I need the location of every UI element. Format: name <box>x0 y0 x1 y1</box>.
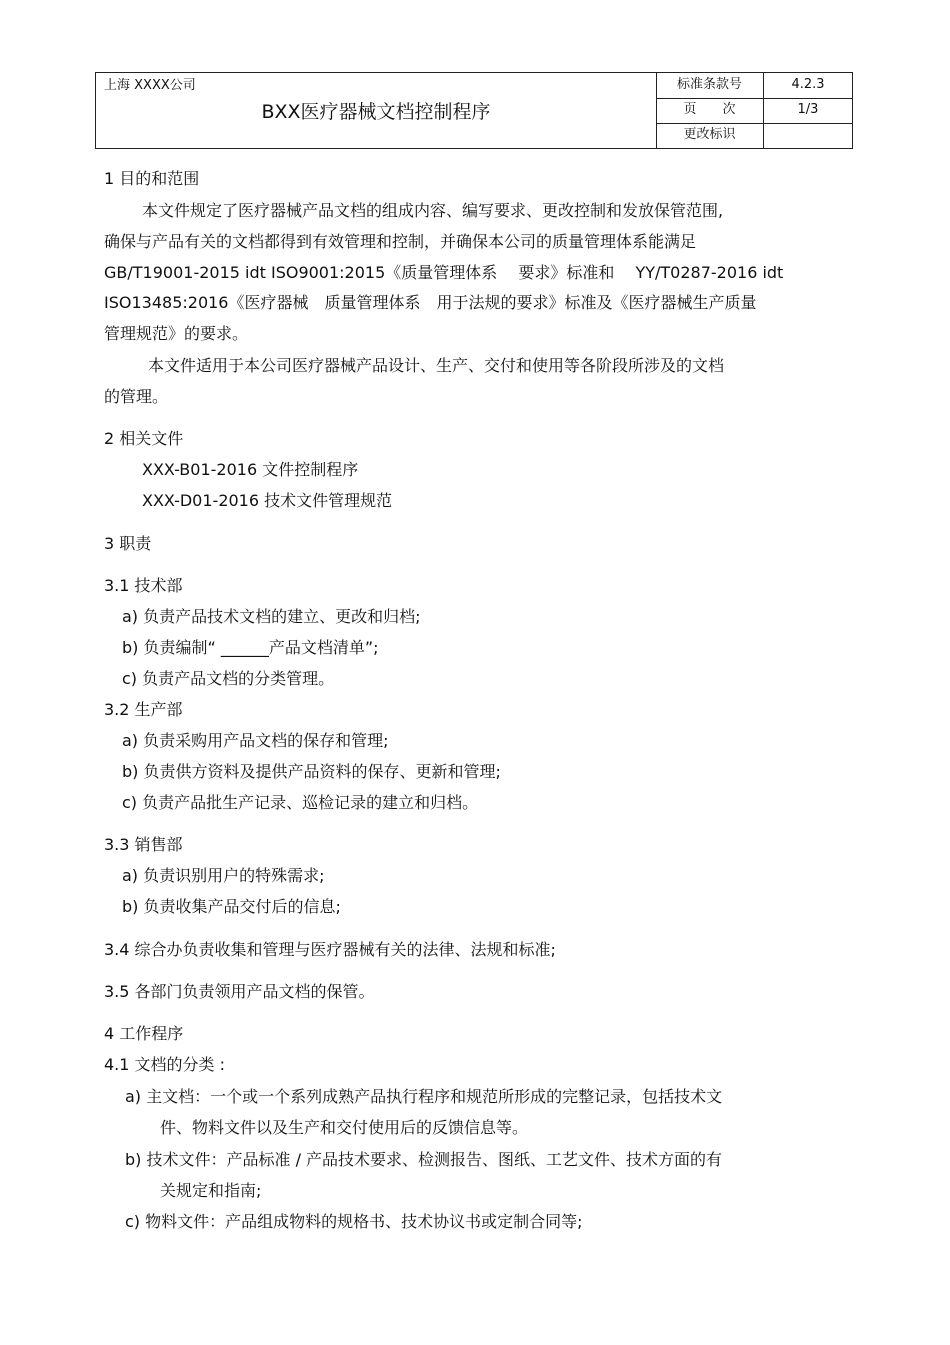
subsection-heading: 3.4 综合办负责收集和管理与医疗器械有关的法律、法规和标准; <box>104 940 556 959</box>
section-heading: 3 职责 <box>104 534 152 553</box>
subsection-heading: 3.5 各部门负责领用产品文档的保管。 <box>104 982 375 1001</box>
subsection-heading: 3.3 销售部 <box>104 835 183 854</box>
paragraph-line: GB/T19001-2015 idt ISO9001:2015《质量管理体系 要求》标准和 YY/T0287-2016 idt <box>104 263 784 282</box>
section-heading: 2 相关文件 <box>104 429 184 448</box>
meta-value: 4.2.3 <box>791 77 825 92</box>
document-header-table <box>95 72 853 149</box>
list-item: c) 负责产品文档的分类管理。 <box>122 669 335 688</box>
subsection-heading: 3.1 技术部 <box>104 576 183 595</box>
list-item: XXX-B01-2016 文件控制程序 <box>142 460 359 479</box>
list-item: a) 负责采购用产品文档的保存和管理; <box>122 731 389 750</box>
subsection-heading: 3.2 生产部 <box>104 700 183 719</box>
list-item: a) 负责识别用户的特殊需求; <box>122 866 325 885</box>
list-item: b) 负责收集产品交付后的信息; <box>122 897 341 916</box>
meta-row-page <box>656 98 852 124</box>
paragraph-line: ISO13485:2016《医疗器械 质量管理体系 用于法规的要求》标准及《医疗器械生产质量 <box>104 293 757 312</box>
paragraph-line: 本文件适用于本公司医疗器械产品设计、生产、交付和使用等各阶段所涉及的文档 <box>148 356 725 375</box>
header-title-cell <box>96 73 657 148</box>
paragraph-line: 的管理。 <box>104 387 169 406</box>
meta-label: 更改标识 <box>656 123 764 148</box>
list-item-continuation: 件、物料文件以及生产和交付使用后的反馈信息等。 <box>160 1118 529 1137</box>
paragraph-line: 本文件规定了医疗器械产品文档的组成内容、编写要求、更改控制和发放保管范围, <box>142 201 724 220</box>
meta-row-revision <box>656 123 852 148</box>
list-item: b) 技术文件：产品标准 / 产品技术要求、检测报告、图纸、工艺文件、技术方面的有 <box>125 1150 723 1169</box>
paragraph-line: 确保与产品有关的文档都得到有效管理和控制，并确保本公司的质量管理体系能满足 <box>104 232 697 251</box>
list-item: XXX-D01-2016 技术文件管理规范 <box>142 491 393 510</box>
list-item: b) 负责编制“ ______产品文档清单”; <box>122 638 379 657</box>
meta-value: 1/3 <box>797 102 819 117</box>
list-item: c) 物料文件：产品组成物料的规格书、技术协议书或定制合同等; <box>125 1212 583 1231</box>
document-title: BXX医疗器械文档控制程序 <box>261 101 491 123</box>
paragraph-line: 管理规范》的要求。 <box>104 324 249 343</box>
list-item: a) 主文档：一个或一个系列成熟产品执行程序和规范所形成的完整记录，包括技术文 <box>125 1087 723 1106</box>
meta-value <box>764 123 852 148</box>
section-heading: 1 目的和范围 <box>104 169 200 188</box>
list-item: a) 负责产品技术文档的建立、更改和归档; <box>122 607 421 626</box>
list-item: c) 负责产品批生产记录、巡检记录的建立和归档。 <box>122 793 479 812</box>
subsection-heading: 4.1 文档的分类 : <box>104 1055 226 1074</box>
company-name: 上海 XXXX公司 <box>104 78 196 93</box>
list-item: b) 负责供方资料及提供产品资料的保存、更新和管理; <box>122 762 501 781</box>
list-item-continuation: 关规定和指南; <box>160 1181 262 1200</box>
meta-label: 标准条款号 <box>656 73 764 98</box>
meta-label: 页 次 <box>656 98 764 123</box>
section-heading: 4 工作程序 <box>104 1024 184 1043</box>
meta-row-clause <box>656 73 852 99</box>
